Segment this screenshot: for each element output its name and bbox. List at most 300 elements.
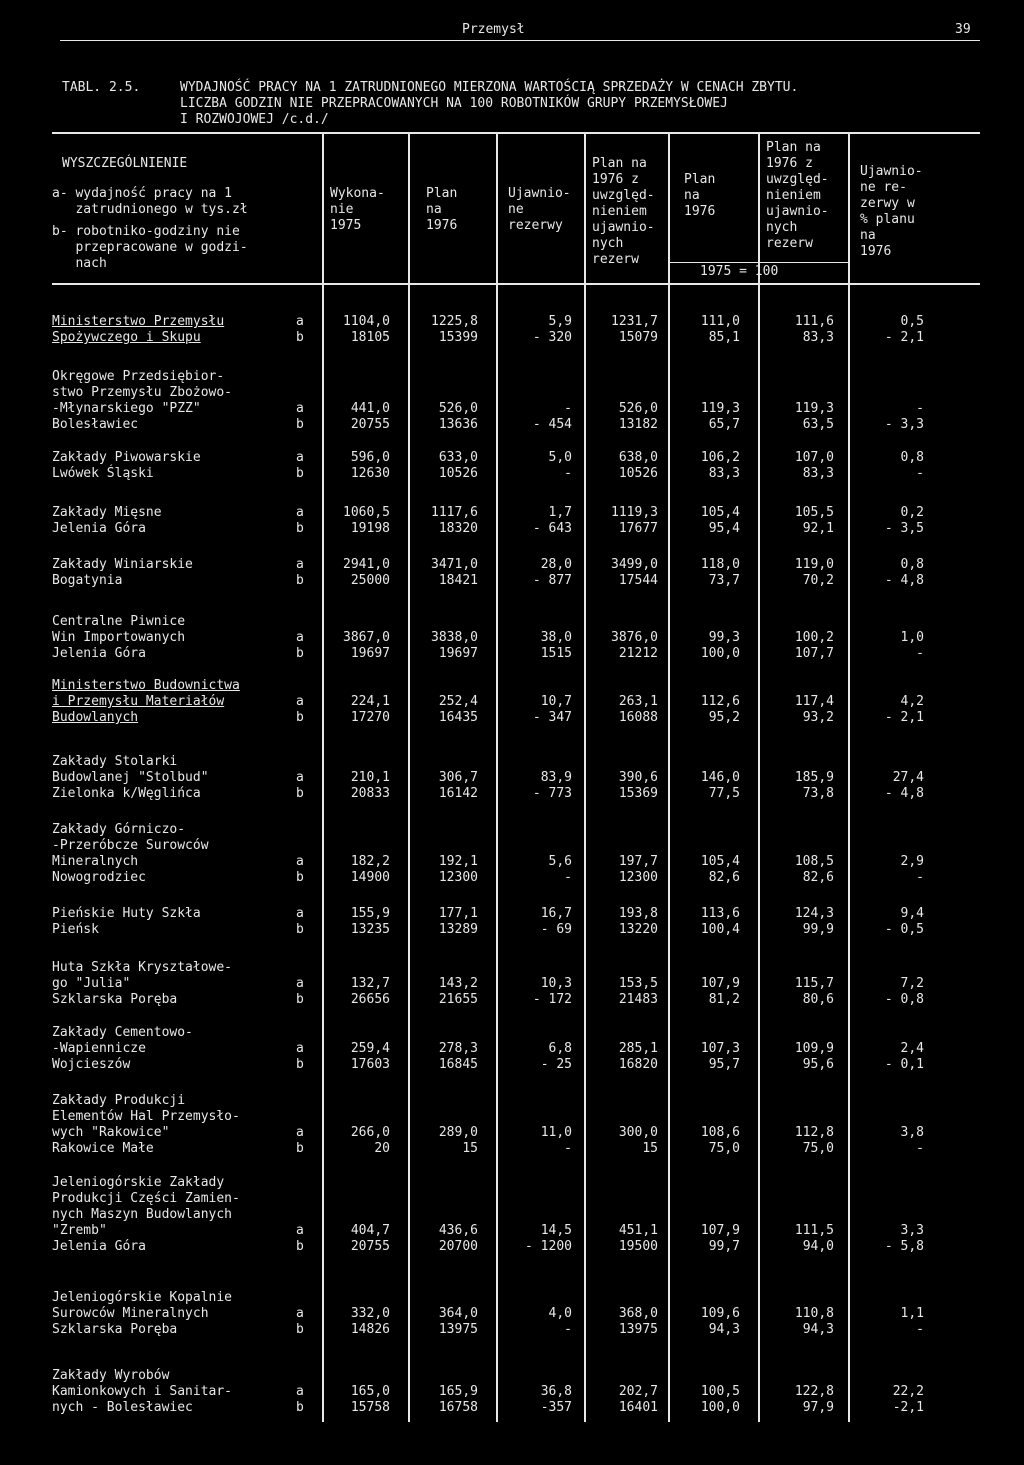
table-cell: 526,0 (438, 401, 478, 416)
table-cell: 94,3 (802, 1322, 834, 1337)
header-spec: WYSZCZEGÓLNIENIE (62, 156, 188, 171)
table-cell: 113,6 (700, 906, 740, 921)
table-cell: 21212 (618, 646, 658, 661)
table-cell: 3,8 (900, 1125, 924, 1140)
header-col-plan-with-reserves: Plan na 1976 z uwzględ- nieniem ujawnio- nych rezerw (592, 156, 655, 267)
row-name-line: Pieńskie Huty Szkła (52, 906, 201, 921)
table-cell: - (916, 466, 924, 481)
table-cell: 75,0 (802, 1141, 834, 1156)
row-indicator-b: b (296, 1322, 304, 1337)
table-cell: 5,0 (548, 450, 572, 465)
table-cell: - 773 (532, 786, 572, 801)
row-name-line: Lwówek Śląski (52, 466, 154, 481)
table-cell: 526,0 (618, 401, 658, 416)
table-cell: 332,0 (350, 1306, 390, 1321)
table-cell: 83,3 (708, 466, 740, 481)
table-cell: - 0,8 (884, 992, 924, 1007)
row-name-line: Jelenia Góra (52, 646, 146, 661)
header-col-plan-index: Plan na 1976 (684, 172, 716, 219)
row-name-line: wych "Rakowice" (52, 1125, 170, 1140)
table-cell: 1,0 (900, 630, 924, 645)
table-cell: 2,4 (900, 1041, 924, 1056)
row-name-line: Huta Szkła Kryształowe- (52, 960, 233, 975)
table-cell: 99,7 (708, 1239, 740, 1254)
table-cell: 124,3 (794, 906, 834, 921)
table-cell: 1,7 (548, 505, 572, 520)
table-cell: 19697 (438, 646, 478, 661)
table-cell: 1104,0 (343, 314, 390, 329)
table-cell: 20755 (350, 417, 390, 432)
table-title-line3: I ROZWOJOWEJ /c.d./ (180, 112, 329, 127)
table-cell: 193,8 (618, 906, 658, 921)
table-cell: - (564, 1141, 572, 1156)
table-cell: 15 (462, 1141, 478, 1156)
table-cell: - (916, 401, 924, 416)
table-cell: 17544 (618, 573, 658, 588)
row-indicator-a: a (296, 1384, 304, 1399)
table-cell: 0,8 (900, 557, 924, 572)
table-cell: 441,0 (350, 401, 390, 416)
table-cell: 97,9 (802, 1400, 834, 1415)
table-cell: 38,0 (540, 630, 572, 645)
row-name-line: Zakłady Winiarskie (52, 557, 193, 572)
table-cell: 83,3 (802, 466, 834, 481)
table-cell: - 643 (532, 521, 572, 536)
table-cell: - 69 (540, 922, 572, 937)
header-col-plan: Plan na 1976 (426, 186, 458, 233)
table-cell: 18105 (350, 330, 390, 345)
row-indicator-a: a (296, 906, 304, 921)
table-cell: - 347 (532, 710, 572, 725)
table-cell: 5,9 (548, 314, 572, 329)
table-cell: 153,5 (618, 976, 658, 991)
row-indicator-b: b (296, 646, 304, 661)
row-name-line: Zakłady Wyrobów (52, 1368, 170, 1383)
table-cell: 368,0 (618, 1306, 658, 1321)
row-name-line: -Młynarskiego "PZZ" (52, 401, 201, 416)
row-name-line: Budowlanych (52, 710, 139, 725)
table-cell: 3,3 (900, 1223, 924, 1238)
table-cell: 105,4 (700, 854, 740, 869)
header-bottom-rule (52, 283, 980, 285)
table-cell: 100,0 (700, 646, 740, 661)
table-cell: - (564, 466, 572, 481)
table-cell: 306,7 (438, 770, 478, 785)
table-cell: 14826 (350, 1322, 390, 1337)
table-cell: 92,1 (802, 521, 834, 536)
table-cell: 82,6 (708, 870, 740, 885)
row-name-line: Szklarska Poręba (52, 1322, 178, 1337)
table-cell: 16088 (618, 710, 658, 725)
row-name-line: Jelenia Góra (52, 521, 146, 536)
table-cell: 107,7 (794, 646, 834, 661)
row-indicator-b: b (296, 1141, 304, 1156)
table-cell: 110,8 (794, 1306, 834, 1321)
table-cell: 364,0 (438, 1306, 478, 1321)
table-cell: 165,0 (350, 1384, 390, 1399)
table-cell: 633,0 (438, 450, 478, 465)
table-cell: 18320 (438, 521, 478, 536)
table-cell: - 454 (532, 417, 572, 432)
table-cell: - 3,3 (884, 417, 924, 432)
table-cell: 143,2 (438, 976, 478, 991)
table-cell: 100,0 (700, 1400, 740, 1415)
row-indicator-b: b (296, 573, 304, 588)
row-indicator-b: b (296, 417, 304, 432)
table-cell: 63,5 (802, 417, 834, 432)
row-indicator-a: a (296, 1041, 304, 1056)
table-cell: 111,0 (700, 314, 740, 329)
row-name-line: -Przeróbcze Surowców (52, 838, 209, 853)
table-cell: 3499,0 (611, 557, 658, 572)
row-name-line: Nowogrodziec (52, 870, 146, 885)
row-name-line: Bogatynia (52, 573, 123, 588)
table-cell: 16142 (438, 786, 478, 801)
table-cell: 185,9 (794, 770, 834, 785)
table-cell: 100,5 (700, 1384, 740, 1399)
table-cell: - 4,8 (884, 573, 924, 588)
table-cell: 100,4 (700, 922, 740, 937)
table-cell: 26656 (350, 992, 390, 1007)
table-cell: 1,1 (900, 1306, 924, 1321)
table-cell: 1225,8 (431, 314, 478, 329)
table-cell: 15758 (350, 1400, 390, 1415)
table-cell: 13289 (438, 922, 478, 937)
table-cell: 132,7 (350, 976, 390, 991)
table-cell: 12630 (350, 466, 390, 481)
header-col-plan-reserves-index: Plan na 1976 z uwzględ- nieniem ujawnio- nych rezerw (766, 140, 829, 251)
table-cell: - 877 (532, 573, 572, 588)
table-cell: 20833 (350, 786, 390, 801)
header-top-rule (52, 132, 980, 134)
table-cell: 111,5 (794, 1223, 834, 1238)
table-cell: 165,9 (438, 1384, 478, 1399)
table-cell: 77,5 (708, 786, 740, 801)
table-cell: 278,3 (438, 1041, 478, 1056)
table-cell: 117,4 (794, 694, 834, 709)
table-cell: 19697 (350, 646, 390, 661)
table-cell: 85,1 (708, 330, 740, 345)
row-indicator-a: a (296, 976, 304, 991)
table-cell: 1060,5 (343, 505, 390, 520)
table-cell: 300,0 (618, 1125, 658, 1140)
table-cell: 13975 (618, 1322, 658, 1337)
table-cell: 19500 (618, 1239, 658, 1254)
table-cell: 285,1 (618, 1041, 658, 1056)
table-cell: 80,6 (802, 992, 834, 1007)
row-name-line: Elementów Hal Przemysło- (52, 1109, 240, 1124)
table-cell: 107,9 (700, 976, 740, 991)
table-cell: 7,2 (900, 976, 924, 991)
table-cell: 83,3 (802, 330, 834, 345)
table-cell: 36,8 (540, 1384, 572, 1399)
table-cell: 94,0 (802, 1239, 834, 1254)
table-cell: 20755 (350, 1239, 390, 1254)
row-name-line: Produkcji Części Zamien- (52, 1191, 240, 1206)
table-cell: - 3,5 (884, 521, 924, 536)
table-cell: -357 (540, 1400, 572, 1415)
table-cell: 95,7 (708, 1057, 740, 1072)
table-cell: 596,0 (350, 450, 390, 465)
row-name-line: Zakłady Górniczo- (52, 822, 186, 837)
table-cell: 105,4 (700, 505, 740, 520)
table-cell: 16758 (438, 1400, 478, 1415)
table-cell: 13235 (350, 922, 390, 937)
table-cell: 118,0 (700, 557, 740, 572)
table-cell: 17603 (350, 1057, 390, 1072)
table-cell: 1515 (540, 646, 572, 661)
table-cell: 17270 (350, 710, 390, 725)
table-cell: 263,1 (618, 694, 658, 709)
table-cell: 202,7 (618, 1384, 658, 1399)
table-cell: 73,8 (802, 786, 834, 801)
row-indicator-b: b (296, 1400, 304, 1415)
table-cell: 95,6 (802, 1057, 834, 1072)
header-col-reserves: Ujawnio- ne rezerwy (508, 186, 571, 233)
row-name-line: Mineralnych (52, 854, 139, 869)
table-cell: 10526 (618, 466, 658, 481)
table-cell: 107,0 (794, 450, 834, 465)
header-spec-b2: przepracowane w godzi- (52, 240, 248, 255)
row-indicator-b: b (296, 1239, 304, 1254)
row-indicator-a: a (296, 505, 304, 520)
header-spec-b1: b- robotniko-godziny nie (52, 224, 240, 239)
table-cell: 436,6 (438, 1223, 478, 1238)
table-cell: 0,5 (900, 314, 924, 329)
row-name-line: -Wapiennicze (52, 1041, 146, 1056)
table-cell: 2,9 (900, 854, 924, 869)
table-cell: 95,4 (708, 521, 740, 536)
table-cell: 25000 (350, 573, 390, 588)
table-cell: 289,0 (438, 1125, 478, 1140)
row-name-line: Okręgowe Przedsiębior- (52, 369, 225, 384)
table-cell: 5,6 (548, 854, 572, 869)
table-cell: 404,7 (350, 1223, 390, 1238)
row-indicator-a: a (296, 1125, 304, 1140)
table-cell: 390,6 (618, 770, 658, 785)
table-cell: 11,0 (540, 1125, 572, 1140)
row-name-line: go "Julia" (52, 976, 131, 991)
table-cell: 75,0 (708, 1141, 740, 1156)
table-cell: 111,6 (794, 314, 834, 329)
row-name-line: Zakłady Piwowarskie (52, 450, 201, 465)
table-cell: 106,2 (700, 450, 740, 465)
table-cell: 109,6 (700, 1306, 740, 1321)
table-cell: 12300 (438, 870, 478, 885)
table-cell: 451,1 (618, 1223, 658, 1238)
table-cell: 13220 (618, 922, 658, 937)
table-cell: 0,8 (900, 450, 924, 465)
table-cell: 0,2 (900, 505, 924, 520)
table-cell: 15369 (618, 786, 658, 801)
table-cell: 108,6 (700, 1125, 740, 1140)
table-cell: 3876,0 (611, 630, 658, 645)
table-cell: - (564, 401, 572, 416)
table-cell: 107,9 (700, 1223, 740, 1238)
header-spec-b3: nach (52, 256, 107, 271)
table-cell: 16845 (438, 1057, 478, 1072)
row-name-line: Jeleniogórskie Kopalnie (52, 1290, 233, 1305)
row-indicator-b: b (296, 466, 304, 481)
table-cell: 13636 (438, 417, 478, 432)
table-cell: 9,4 (900, 906, 924, 921)
table-cell: 13182 (618, 417, 658, 432)
row-name-line: Surowców Mineralnych (52, 1306, 209, 1321)
row-indicator-b: b (296, 1057, 304, 1072)
table-cell: 15399 (438, 330, 478, 345)
table-cell: 16,7 (540, 906, 572, 921)
row-name-line: Rakowice Małe (52, 1141, 154, 1156)
row-name-line: nych - Bolesławiec (52, 1400, 193, 1415)
table-cell: - 5,8 (884, 1239, 924, 1254)
header-col-reserves-pct: Ujawnio- ne re- zerwy w % planu na 1976 (860, 164, 923, 259)
table-cell: 6,8 (548, 1041, 572, 1056)
table-cell: 4,0 (548, 1306, 572, 1321)
header-spec-a1: a- wydajność pracy na 1 (52, 186, 233, 201)
row-name-line: stwo Przemysłu Zbożowo- (52, 385, 233, 400)
table-cell: 119,3 (794, 401, 834, 416)
row-name-line: Zakłady Mięsne (52, 505, 162, 520)
table-cell: 210,1 (350, 770, 390, 785)
table-title-line2: LICZBA GODZIN NIE PRZEPRACOWANYCH NA 100 ROBOTNIKÓW GRUPY PRZEMYSŁOWEJ (180, 96, 728, 111)
table-cell: 18421 (438, 573, 478, 588)
row-indicator-a: a (296, 1223, 304, 1238)
table-cell: 16401 (618, 1400, 658, 1415)
table-cell: 3867,0 (343, 630, 390, 645)
table-cell: - 0,1 (884, 1057, 924, 1072)
row-name-line: Zakłady Produkcji (52, 1093, 186, 1108)
page-header-rule (60, 40, 980, 41)
table-cell: 4,2 (900, 694, 924, 709)
table-cell: 73,7 (708, 573, 740, 588)
table-cell: 115,7 (794, 976, 834, 991)
table-cell: 1117,6 (431, 505, 478, 520)
table-cell: 95,2 (708, 710, 740, 725)
table-cell: 1119,3 (611, 505, 658, 520)
table-cell: 252,4 (438, 694, 478, 709)
table-cell: 13975 (438, 1322, 478, 1337)
table-cell: 266,0 (350, 1125, 390, 1140)
header-base-year: 1975 = 100 (700, 264, 779, 279)
row-indicator-a: a (296, 630, 304, 645)
table-cell: 21483 (618, 992, 658, 1007)
table-cell: 177,1 (438, 906, 478, 921)
table-cell: 19198 (350, 521, 390, 536)
row-indicator-a: a (296, 1306, 304, 1321)
table-cell: 15 (642, 1141, 658, 1156)
row-name-line: Szklarska Poręba (52, 992, 178, 1007)
table-cell: 16435 (438, 710, 478, 725)
table-cell: - 1200 (525, 1239, 572, 1254)
table-cell: 108,5 (794, 854, 834, 869)
table-cell: 70,2 (802, 573, 834, 588)
table-cell: 22,2 (892, 1384, 924, 1399)
table-cell: 99,3 (708, 630, 740, 645)
table-title-line1: WYDAJNOŚĆ PRACY NA 1 ZATRUDNIONEGO MIERZONA WARTOŚCIĄ SPRZEDAŻY W CENACH ZBYTU. (180, 80, 799, 95)
row-indicator-b: b (296, 710, 304, 725)
header-spec-a2: zatrudnionego w tys.zł (52, 202, 248, 217)
table-cell: 119,0 (794, 557, 834, 572)
row-indicator-b: b (296, 330, 304, 345)
row-name-line: Win Importowanych (52, 630, 186, 645)
table-cell: -2,1 (892, 1400, 924, 1415)
row-indicator-b: b (296, 870, 304, 885)
table-cell: 94,3 (708, 1322, 740, 1337)
row-indicator-a: a (296, 770, 304, 785)
table-cell: 15079 (618, 330, 658, 345)
table-cell: - 0,5 (884, 922, 924, 937)
table-cell: 100,2 (794, 630, 834, 645)
table-cell: 93,2 (802, 710, 834, 725)
table-cell: 224,1 (350, 694, 390, 709)
row-indicator-a: a (296, 401, 304, 416)
table-cell: 99,9 (802, 922, 834, 937)
table-cell: 27,4 (892, 770, 924, 785)
table-cell: 10,7 (540, 694, 572, 709)
page-header-title: Przemysł (462, 22, 525, 37)
table-label: TABL. 2.5. (62, 80, 141, 95)
table-cell: - 25 (540, 1057, 572, 1072)
header-col-execution: Wykona- nie 1975 (330, 186, 385, 233)
table-cell: 107,3 (700, 1041, 740, 1056)
row-name-line: Budowlanej "Stolbud" (52, 770, 209, 785)
row-name-line: Bolesławiec (52, 417, 139, 432)
row-indicator-a: a (296, 854, 304, 869)
row-name-line: Ministerstwo Przemysłu (52, 314, 225, 329)
row-name-line: "Zremb" (52, 1223, 107, 1238)
row-name-line: Spożywczego i Skupu (52, 330, 201, 345)
row-name-line: Zielonka k/Węglińca (52, 786, 201, 801)
table-cell: 192,1 (438, 854, 478, 869)
table-cell: - 172 (532, 992, 572, 1007)
table-cell: 155,9 (350, 906, 390, 921)
row-name-line: Zakłady Cementowo- (52, 1025, 193, 1040)
table-cell: 20700 (438, 1239, 478, 1254)
row-name-line: Ministerstwo Budownictwa (52, 678, 240, 693)
table-cell: 14,5 (540, 1223, 572, 1238)
table-cell: - (916, 1322, 924, 1337)
row-name-line: Pieńsk (52, 922, 99, 937)
table-cell: 17677 (618, 521, 658, 536)
table-cell: 12300 (618, 870, 658, 885)
table-cell: 10526 (438, 466, 478, 481)
table-cell: 14900 (350, 870, 390, 885)
table-cell: 259,4 (350, 1041, 390, 1056)
row-name-line: Kamionkowych i Sanitar- (52, 1384, 233, 1399)
row-indicator-b: b (296, 521, 304, 536)
table-cell: 3471,0 (431, 557, 478, 572)
table-cell: - (564, 870, 572, 885)
table-cell: 3838,0 (431, 630, 478, 645)
row-name-line: Jelenia Góra (52, 1239, 146, 1254)
table-cell: 105,5 (794, 505, 834, 520)
table-cell: - 2,1 (884, 330, 924, 345)
table-cell: 81,2 (708, 992, 740, 1007)
table-cell: - 2,1 (884, 710, 924, 725)
page-number: 39 (955, 22, 971, 37)
table-cell: 197,7 (618, 854, 658, 869)
table-cell: - 4,8 (884, 786, 924, 801)
table-cell: 2941,0 (343, 557, 390, 572)
table-cell: 65,7 (708, 417, 740, 432)
row-name-line: i Przemysłu Materiałów (52, 694, 225, 709)
row-indicator-b: b (296, 992, 304, 1007)
table-cell: - 320 (532, 330, 572, 345)
table-cell: 21655 (438, 992, 478, 1007)
table-cell: 182,2 (350, 854, 390, 869)
row-name-line: Jeleniogórskie Zakłady (52, 1175, 225, 1190)
row-name-line: Wojcieszów (52, 1057, 131, 1072)
